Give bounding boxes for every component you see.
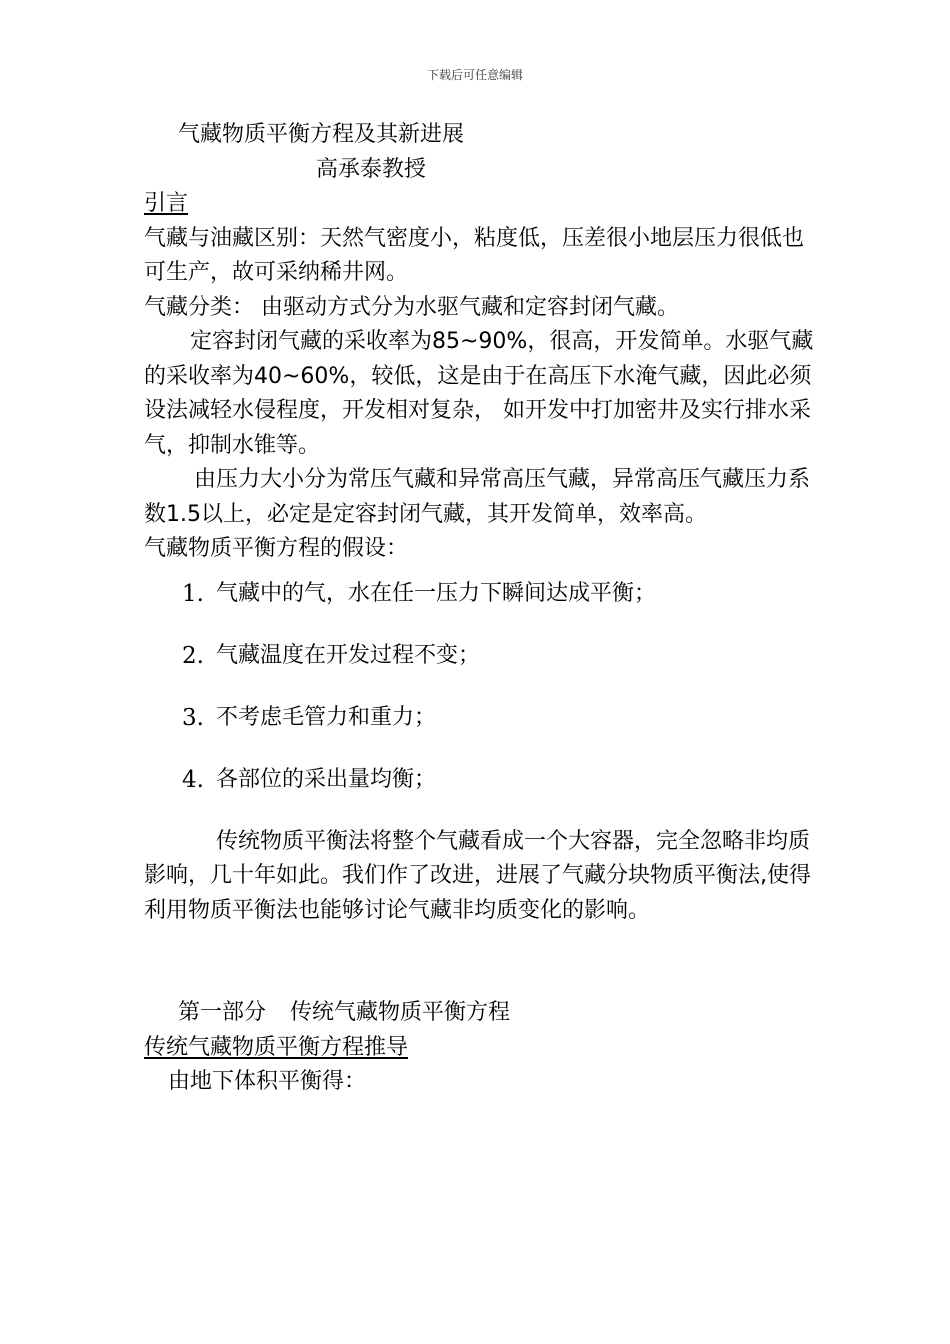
list-item xyxy=(182,701,816,763)
part-subheading: 传统气藏物质平衡方程推导 xyxy=(144,1034,409,1060)
document-author: 高承泰教授 xyxy=(316,156,427,182)
header-note: 下载后可任意编辑 xyxy=(426,68,523,82)
paragraph-method: 传统物质平衡法将整个气藏看成一个大容器，完全忽略非均质影响，几十年如此。我们作了改进，进展了气藏分块物质平衡法,使得利用物质平衡法也能够讨论气藏非均质变化的影响。 xyxy=(144,828,811,923)
part-heading xyxy=(144,996,816,1031)
spacer xyxy=(144,962,816,996)
list-item-text: 不考虑毛管力和重力； xyxy=(216,704,437,730)
list-item-text: 各部位的采出量均衡； xyxy=(216,766,437,792)
spacer xyxy=(144,928,816,962)
assumption-list xyxy=(144,577,816,825)
list-number: 1. xyxy=(182,580,204,607)
list-number: 4. xyxy=(182,766,204,793)
paragraph-pressure: 由压力大小分为常压气藏和异常高压气藏，异常高压气藏压力系数1.5以上，必定是定容封闭气藏，其开发简单，效率高。 xyxy=(144,467,811,527)
paragraph-assumptions-heading: 气藏物质平衡方程的假设： xyxy=(144,536,409,561)
part-first-line: 由地下体积平衡得： xyxy=(168,1069,367,1094)
list-item xyxy=(182,763,816,825)
list-number: 2. xyxy=(182,642,204,669)
list-item xyxy=(182,577,816,639)
paragraph-difference: 气藏与油藏区别：天然气密度小，粘度低，压差很小地层压力很低也可生产，故可采纳稀井网。 xyxy=(144,225,805,285)
list-item-text: 气藏中的气，水在任一压力下瞬间达成平衡； xyxy=(216,580,657,606)
part-title: 传统气藏物质平衡方程 xyxy=(290,1000,511,1025)
intro-heading: 引言 xyxy=(144,191,189,216)
part-label: 第一部分 xyxy=(178,1000,267,1025)
list-number: 3. xyxy=(182,704,204,731)
document-title: 气藏物质平衡方程及其新进展 xyxy=(178,122,465,147)
paragraph-recovery: 定容封闭气藏的采收率为85~90%，很高，开发简单。水驱气藏的采收率为40~60%，较低，这是由于在高压下水淹气藏，因此必须设法减轻水侵程度，开发相对复杂， 如开发中打加密井及实行排水采气，抑制水锥等。 xyxy=(144,329,814,458)
list-item-text: 气藏温度在开发过程不变； xyxy=(216,642,481,668)
document-body xyxy=(144,118,816,1100)
list-item xyxy=(182,639,816,701)
paragraph-classification: 气藏分类： 由驱动方式分为水驱气藏和定容封闭气藏。 xyxy=(144,294,679,320)
